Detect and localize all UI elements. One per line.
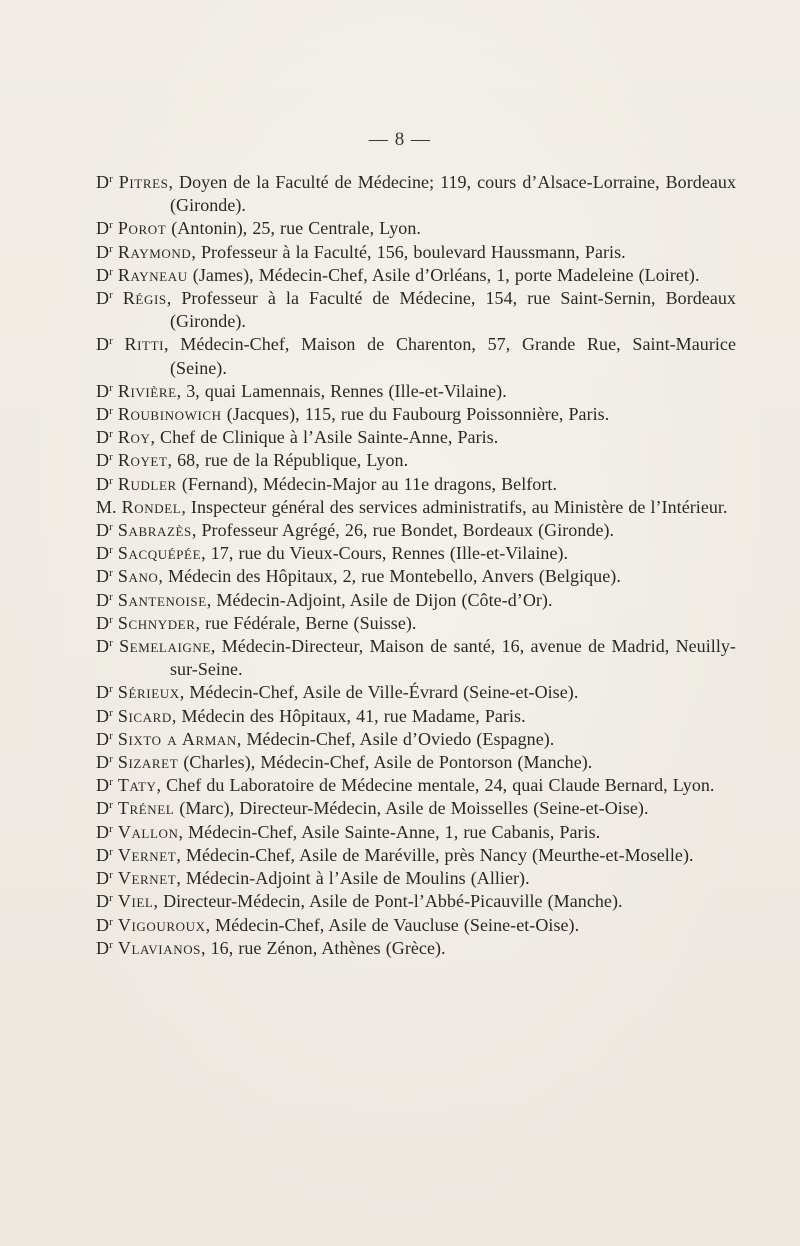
entry-details: (Fernand), Médecin-Major au 11e dragons, Belfort. xyxy=(176,473,557,494)
list-item xyxy=(96,241,736,264)
entry-title: $D^r$ xyxy=(96,636,113,657)
entry-surname: Vigouroux xyxy=(117,914,206,935)
entry-surname: Régis xyxy=(122,288,167,309)
list-item xyxy=(96,519,736,542)
entry-title: $D^r$ xyxy=(96,682,113,703)
entry-details: , Inspecteur général des services administratifs, au Ministère de l’Intérieur. xyxy=(181,496,728,517)
entry-title: $D^r$ xyxy=(96,404,113,425)
entry-title: $D^r$ xyxy=(96,844,113,865)
entry-details: , Médecin-Chef, Asile de Ville-Évrard (Seine-et-Oise). xyxy=(179,682,579,703)
list-item xyxy=(96,589,736,612)
entry-title: $D^r$ xyxy=(96,543,113,564)
entry-details: (Jacques), 115, rue du Faubourg Poissonnière, Paris. xyxy=(221,404,610,425)
entry-details: , Médecin-Directeur, Maison de santé, 16, avenue de Madrid, Neuilly-sur-Seine. xyxy=(170,636,736,680)
entry-title: $D^r$ xyxy=(96,868,113,889)
entry-details: (Antonin), 25, rue Centrale, Lyon. xyxy=(166,218,421,239)
entry-title: $D^r$ xyxy=(96,798,113,819)
entry-surname: Sérieux xyxy=(117,682,180,703)
entry-details: , Chef du Laboratoire de Médecine mentale, 24, quai Claude Bernard, Lyon. xyxy=(156,775,715,796)
entry-details: , 3, quai Lamennais, Rennes (Ille-et-Vilaine). xyxy=(176,380,507,401)
entry-details: , Médecin-Chef, Asile de Maréville, près Nancy (Meurthe-et-Moselle). xyxy=(176,844,694,865)
entry-details: , Médecin-Adjoint à l’Asile de Moulins (Allier). xyxy=(176,868,530,889)
entry-title: $D^r$ xyxy=(96,821,113,842)
entry-details: (James), Médecin-Chef, Asile d’Orléans, 1, porte Madeleine (Loiret). xyxy=(187,264,700,285)
entry-details: , Médecin-Chef, Asile Sainte-Anne, 1, rue Cabanis, Paris. xyxy=(178,821,601,842)
entry-details: , Médecin des Hôpitaux, 41, rue Madame, Paris. xyxy=(171,705,526,726)
entry-details: , rue Fédérale, Berne (Suisse). xyxy=(195,612,417,633)
entry-details: , Médecin-Adjoint, Asile de Dijon (Côte-d’Or). xyxy=(206,589,553,610)
entry-surname: Sicard xyxy=(117,705,172,726)
list-item xyxy=(96,473,736,496)
entry-surname: Santenoise xyxy=(117,589,207,610)
entry-surname: Vlavianos xyxy=(117,937,202,958)
entry-surname: Trénel xyxy=(117,798,175,819)
entry-surname: Royet xyxy=(117,450,168,471)
list-item xyxy=(96,217,736,240)
entry-surname: Pitres xyxy=(118,172,169,192)
entry-details: , Professeur à la Faculté de Médecine, 154, rue Saint-Sernin, Bordeaux (Gironde). xyxy=(166,288,736,332)
entry-details: (Charles), Médecin-Chef, Asile de Pontorson (Manche). xyxy=(178,752,593,773)
entry-details: , 68, rue de la République, Lyon. xyxy=(167,450,409,471)
entry-details: , Médecin-Chef, Asile de Vaucluse (Seine-et-Oise). xyxy=(205,914,580,935)
list-item xyxy=(96,449,736,472)
entry-surname: Rivière xyxy=(117,380,177,401)
entry-title: $D^r$ xyxy=(96,612,113,633)
entry-details: , Médecin des Hôpitaux, 2, rue Montebello, Anvers (Belgique). xyxy=(158,566,621,587)
entry-surname: Sano xyxy=(117,566,159,587)
entry-details: , 16, rue Zénon, Athènes (Grèce). xyxy=(201,937,446,958)
entry-surname: Sacquépée xyxy=(117,543,202,564)
entry-details: , Directeur-Médecin, Asile de Pont-l’Abbé-Picauville (Manche). xyxy=(153,891,623,912)
entry-title: $D^r$ xyxy=(96,218,113,239)
list-item xyxy=(96,681,736,704)
entry-title: $D^r$ xyxy=(96,589,113,610)
list-item xyxy=(96,728,736,751)
entry-title: $D^r$ xyxy=(96,380,113,401)
list-item xyxy=(96,171,736,217)
entry-title: $D^r$ xyxy=(96,334,113,355)
entry-surname: Rayneau xyxy=(117,264,188,285)
entry-surname: Sabrazès xyxy=(117,520,192,541)
entry-title: $D^r$ xyxy=(96,728,113,749)
entry-details: , Doyen de la Faculté de Médecine; 119, cours d’Alsace-Lorraine, Bordeaux (Gironde). xyxy=(168,172,736,216)
list-item xyxy=(96,797,736,820)
entry-title: $D^r$ xyxy=(96,450,113,471)
entry-surname: Ritti xyxy=(124,334,165,355)
entry-title: M. xyxy=(96,496,117,517)
entry-surname: Rondel xyxy=(121,496,182,517)
list-item xyxy=(96,333,736,379)
entry-details: , 17, rue du Vieux-Cours, Rennes (Ille-et-Vilaine). xyxy=(201,543,569,564)
list-item xyxy=(96,890,736,913)
list-item xyxy=(96,821,736,844)
list-item xyxy=(96,380,736,403)
entry-title: $D^r$ xyxy=(96,473,113,494)
member-list xyxy=(96,171,736,960)
list-item xyxy=(96,844,736,867)
entry-title: $D^r$ xyxy=(96,427,113,448)
list-item xyxy=(96,403,736,426)
entry-title: $D^r$ xyxy=(96,775,113,796)
entry-title: $D^r$ xyxy=(96,914,113,935)
entry-title: $D^r$ xyxy=(96,891,113,912)
entry-surname: Vernet xyxy=(117,868,177,889)
entry-details: , Médecin-Chef, Asile d’Oviedo (Espagne). xyxy=(236,728,555,749)
entry-details: (Marc), Directeur-Médecin, Asile de Moisselles (Seine-et-Oise). xyxy=(174,798,649,819)
list-item xyxy=(96,287,736,333)
list-item xyxy=(96,705,736,728)
entry-surname: Vernet xyxy=(117,844,177,865)
entry-surname: Roy xyxy=(117,427,151,448)
list-item xyxy=(96,264,736,287)
list-item xyxy=(96,774,736,797)
list-item xyxy=(96,867,736,890)
entry-surname: Taty xyxy=(117,775,157,796)
list-item xyxy=(96,496,736,519)
entry-surname: Vallon xyxy=(117,821,179,842)
entry-surname: Sixto a Arman xyxy=(117,728,237,749)
entry-details: , Professeur Agrégé, 26, rue Bondet, Bordeaux (Gironde). xyxy=(191,520,615,541)
entry-surname: Semelaigne xyxy=(119,636,211,657)
entry-title: $D^r$ xyxy=(96,288,113,309)
entry-title: $D^r$ xyxy=(96,566,113,587)
page-number: — 8 — xyxy=(369,129,431,150)
entry-surname: Roubinowich xyxy=(117,404,222,425)
entry-title: $D^r$ xyxy=(96,172,113,192)
entry-surname: Rudler xyxy=(117,473,177,494)
list-item xyxy=(96,426,736,449)
entry-surname: Viel xyxy=(117,891,154,912)
entry-surname: Schnyder xyxy=(117,612,196,633)
entry-title: $D^r$ xyxy=(96,705,113,726)
entry-surname: Sizaret xyxy=(117,752,179,773)
entry-details: , Chef de Clinique à l’Asile Sainte-Anne, Paris. xyxy=(150,427,499,448)
entry-title: $D^r$ xyxy=(96,937,113,958)
entry-title: $D^r$ xyxy=(96,752,113,773)
list-item xyxy=(96,565,736,588)
entry-title: $D^r$ xyxy=(96,264,113,285)
entry-surname: Raymond xyxy=(117,241,192,262)
entry-details: , Médecin-Chef, Maison de Charenton, 57, Grande Rue, Saint-Maurice (Seine). xyxy=(164,334,736,378)
entry-details: , Professeur à la Faculté, 156, boulevard Haussmann, Paris. xyxy=(191,241,626,262)
list-item xyxy=(96,635,736,681)
entry-title: $D^r$ xyxy=(96,520,113,541)
entry-title: $D^r$ xyxy=(96,241,113,262)
list-item xyxy=(96,612,736,635)
entry-surname: Porot xyxy=(117,218,167,239)
list-item xyxy=(96,542,736,565)
list-item xyxy=(96,751,736,774)
list-item xyxy=(96,914,736,937)
list-item xyxy=(96,937,736,960)
